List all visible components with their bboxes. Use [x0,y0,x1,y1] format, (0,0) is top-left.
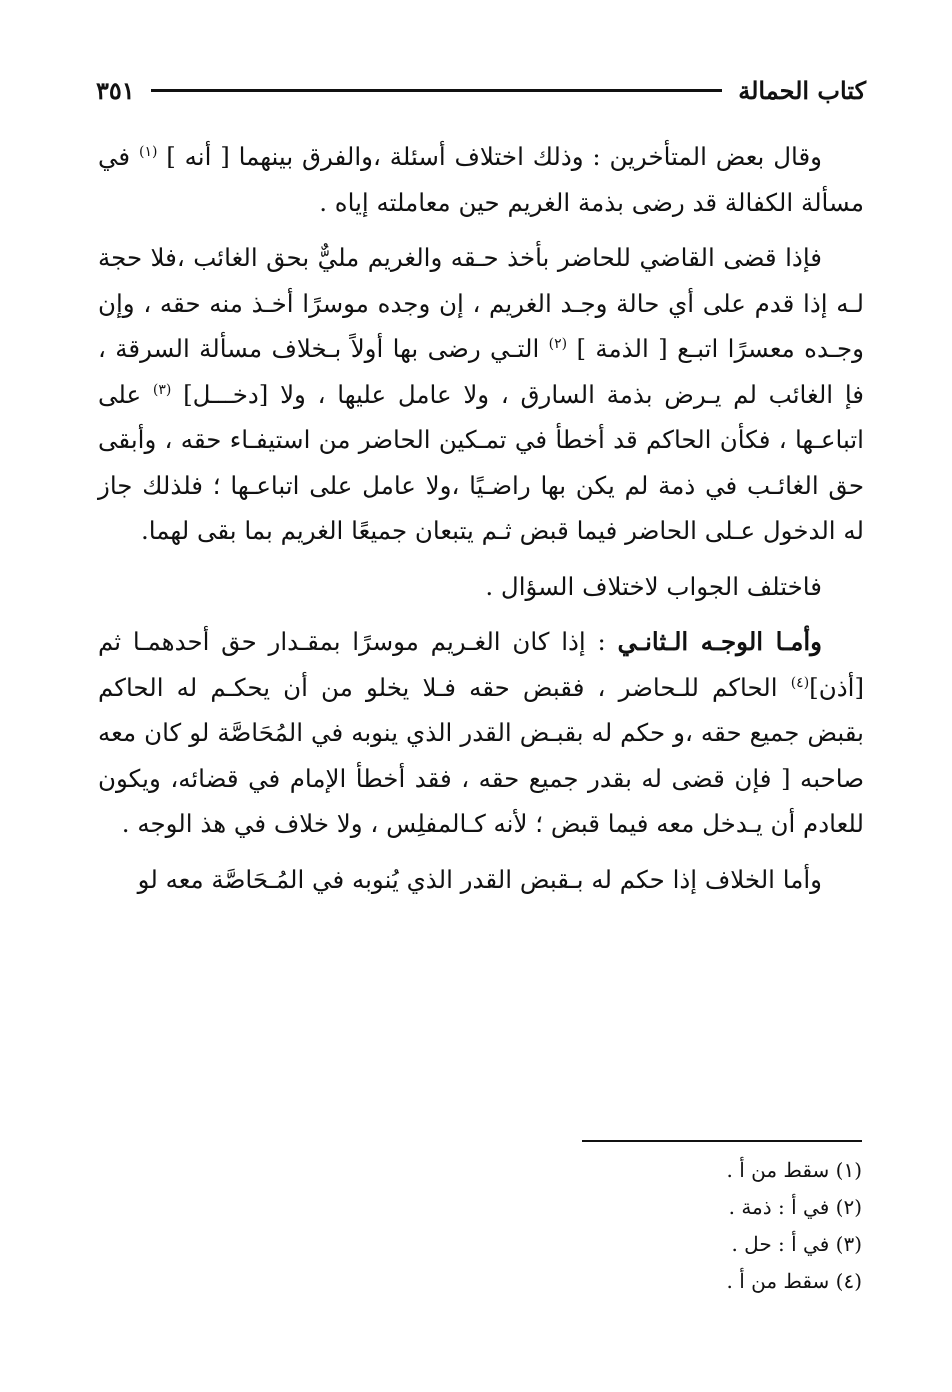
footnote-ref-4: (٤) [790,674,810,691]
paragraph-2-text-c: على اتباعـها ، فكأن الحاكم قد أخطأ في تمـكين الحاضر من استيفـاء حقه ، وأبقى حق الغائـب في ذمة لم يكن بها راضـيًا ،ولا عامل على اتباعـها ؛ فلذلك جاز له الدخول عـلى الحاضر فيما قبض ثـم يتبعان جميعًا الغريم بما بقى لهما. [98,379,864,545]
paragraph-3 [98,564,864,610]
page-number: ٣٥١ [96,75,135,105]
paragraph-4-lead: وأمـا الوجـه الـثانـي [617,627,823,656]
footnote-ref-2: (٢) [548,335,568,352]
header-rule [151,89,723,92]
footnote-2: (٢) في أ : ذمة . [728,1195,862,1219]
footnote-4: (٤) سقط من أ . [726,1269,862,1293]
paragraph-2-text-a: فإذا قضى القاضي للحاضر بأخذ حـقه والغريم مليٌّ بحق الغائب ،فلا حجة لـه إذا قدم على أي حالة وجـد الغريم ، إن وجده موسرًا أخـذ منه حقه ، وإن وجـده معسرًا اتبـع [ الذمة ] [98,243,864,363]
paragraph-1 [98,134,864,225]
body-text [98,134,864,912]
footnote-1: (١) سقط من أ . [726,1158,862,1182]
paragraph-1-text-b: في مسألة الكفالة قد رضى بذمة الغريم حين معاملته إياه . [98,142,864,217]
paragraph-2-text-b: التـي رضى بها أولاً بـخلاف مسألة السرقة ، فإ الغائب لم يـرض بذمة السارق ، ولا عامل عليها ، ولا [دخـــل] [98,334,864,409]
running-title: كتاب الحمالة [738,75,866,105]
footnote-rule [582,1140,862,1142]
paragraph-4-text-b: الحاكم للـحاضر ، فقبض حقه فـلا يخلو من أن يحكـم له الحاكم بقبض جميع حقه ،و حكم له بقبـض القدر الذي ينوبه في المُحَاصَّة لو كان معه صاحبه [ فإن قضى له بقدر جميع حقه ، فقد أخطأ الإمام في قضائه، ويكون للعادم أن يـدخل معه فيما قبض ؛ لأنه كـالمفلِس ، ولا خلاف في هذ الوجه . [98,672,864,838]
footnote-3: (٣) في أ : حل . [731,1232,862,1256]
paragraph-3-text: فاختلف الجواب لاختلاف السؤال . [485,571,822,601]
paragraph-2 [98,235,864,554]
footnote-ref-3: (٣) [152,381,172,398]
footnote-ref-1: (١) [138,143,158,160]
paragraph-5 [98,857,864,903]
paragraph-4 [98,619,864,847]
paragraph-1-text-a: وقال بعض المتأخرين : وذلك اختلاف أسئلة ،والفرق بينهما [ أنه ] [157,142,823,171]
paragraph-4-text-a: : إذا كان الغـريم موسرًا بمقـدار حق أحدهمـا ثم [أذن] [98,627,864,702]
running-header [96,70,866,110]
footnotes [500,1152,862,1300]
paragraph-5-text: وأما الخلاف إذا حكم له بـقبض القدر الذي يُنوبه في المُـحَاصَّة معه لو [137,864,822,894]
